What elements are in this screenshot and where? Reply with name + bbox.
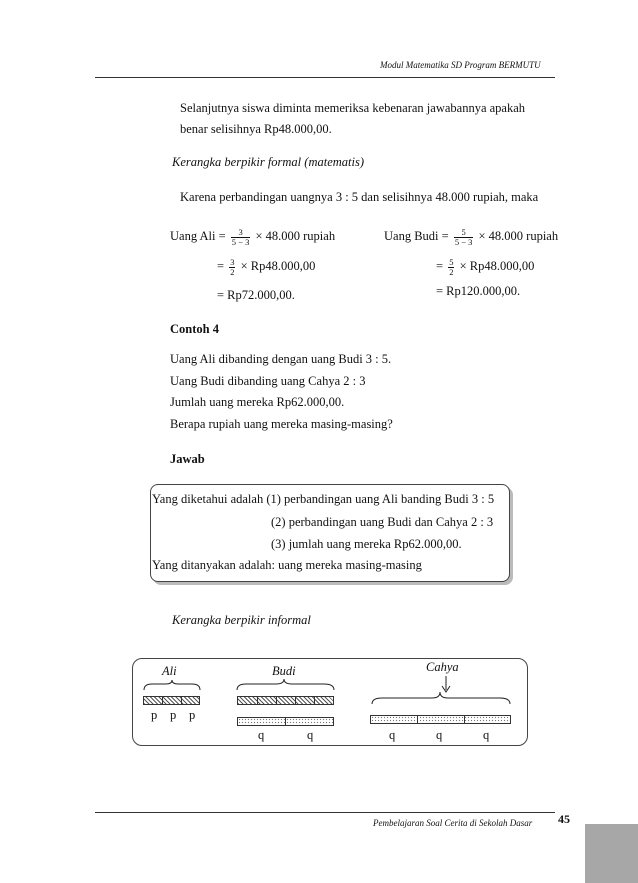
budi-label-diagram: Budi: [272, 664, 296, 678]
budi-fraction-1: $\frac{5}{5 - 3}$: [454, 227, 473, 247]
budi-brace: [237, 679, 334, 690]
budi-calc-line-2: = $\frac{5}{2}$ × Rp48.000,00: [436, 257, 535, 277]
formal-heading: Kerangka berpikir formal (matematis): [172, 155, 364, 169]
ali-fraction-2: $\frac{3}{2}$: [230, 257, 235, 277]
intro-line-2: benar selisihnya Rp48.000,00.: [180, 122, 332, 136]
p-label-3: p: [189, 708, 196, 722]
footer-rule: [95, 812, 555, 813]
budi-calc-line-3: = Rp120.000,00.: [436, 284, 521, 298]
cahya-brace: [372, 692, 510, 704]
cahya-label-diagram: Cahya: [426, 660, 459, 674]
intro-line-1: Selanjutnya siswa diminta memeriksa kebenaran jawabannya apakah: [180, 101, 526, 115]
budi-rest-1: × 48.000 rupiah: [478, 228, 559, 243]
known-line-1: Yang diketahui adalah (1) perbandingan uang Ali banding Budi 3 : 5: [152, 492, 495, 506]
budi-q-label-1: q: [258, 728, 265, 742]
contoh-line-2: Uang Budi dibanding uang Cahya 2 : 3: [170, 374, 366, 388]
p-label-1: p: [151, 708, 158, 722]
cahya-bar: [370, 715, 511, 724]
p-label-2: p: [170, 708, 177, 722]
cahya-q-label-2: q: [436, 728, 443, 742]
ali-calc-line-3: = Rp72.000,00.: [217, 288, 295, 302]
informal-heading: Kerangka berpikir informal: [172, 613, 311, 627]
budi-bar-p: [237, 696, 334, 705]
contoh-line-1: Uang Ali dibanding dengan uang Budi 3 : 5.: [170, 352, 392, 366]
header-title: Modul Matematika SD Program BERMUTU: [380, 60, 541, 70]
known-line-2: (2) perbandingan uang Budi dan Cahya 2 : 3: [271, 515, 494, 529]
ali-fraction-1: $\frac{3}{5 - 3}$: [231, 227, 250, 247]
known-line-3: (3) jumlah uang mereka Rp62.000,00.: [271, 537, 462, 551]
ali-brace: [144, 680, 200, 690]
cahya-q-label-3: q: [483, 728, 490, 742]
ali-bar: [143, 696, 200, 705]
contoh-title: Contoh 4: [170, 322, 219, 336]
contoh-line-4: Berapa rupiah uang mereka masing-masing?: [170, 417, 393, 431]
formal-text: Karena perbandingan uangnya 3 : 5 dan selisihnya 48.000 rupiah, maka: [180, 190, 539, 204]
budi-bar-q: [237, 717, 334, 726]
budi-q-label-2: q: [307, 728, 314, 742]
ali-calc-line-2: = $\frac{3}{2}$ × Rp48.000,00: [217, 257, 316, 277]
jawab-heading: Jawab: [170, 452, 205, 466]
budi-fraction-2: $\frac{5}{2}$: [449, 257, 454, 277]
budi-label: Uang Budi =: [384, 228, 449, 243]
ali-rest-1: × 48.000 rupiah: [255, 228, 336, 243]
page-number: 45: [558, 812, 570, 826]
ali-label-diagram: Ali: [162, 664, 177, 678]
asked-line: Yang ditanyakan adalah: uang mereka masing-masing: [152, 558, 422, 572]
page-corner-block: [585, 824, 638, 883]
cahya-q-label-1: q: [389, 728, 396, 742]
ali-label: Uang Ali =: [170, 228, 226, 243]
footer-title: Pembelajaran Soal Cerita di Sekolah Dasar: [373, 818, 533, 828]
contoh-line-3: Jumlah uang mereka Rp62.000,00.: [170, 395, 345, 409]
